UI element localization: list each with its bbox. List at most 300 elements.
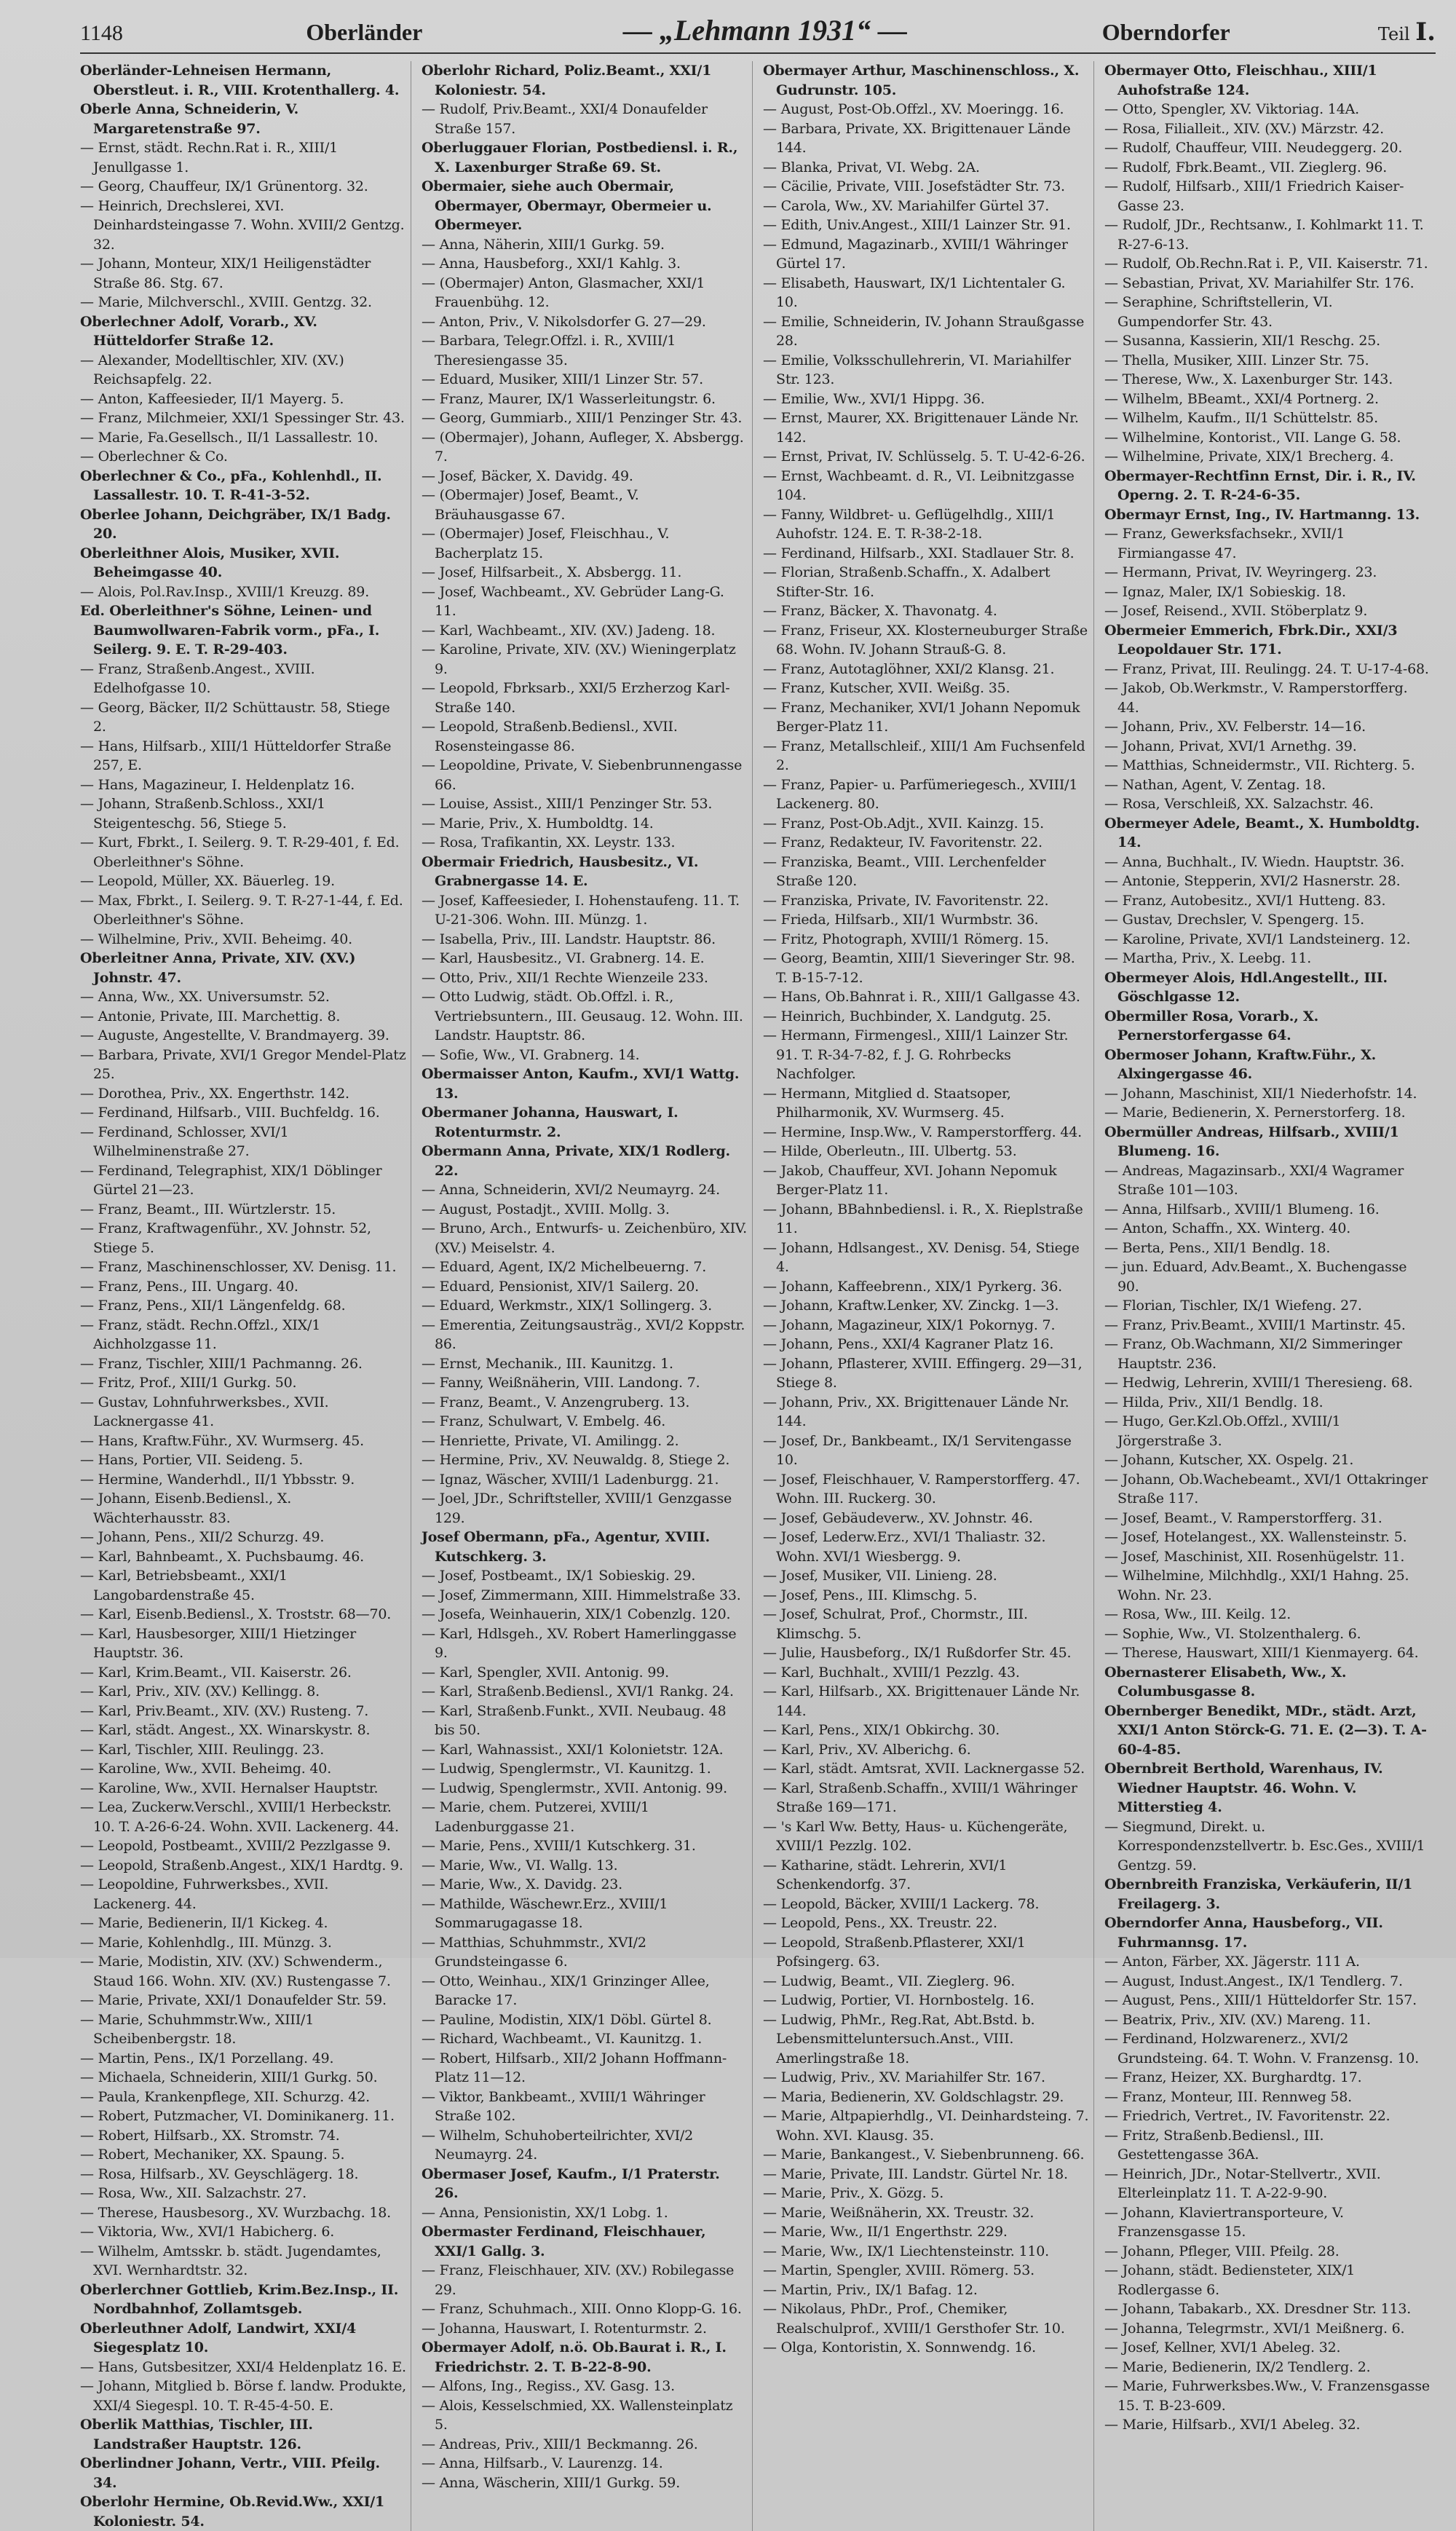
directory-entry: — Lea, Zuckerw.Verschl., XVIII/1 Herbeckstr. 10. T. A-26-6-24. Wohn. XVII. Lackenerg. 44. (80, 1798, 406, 1836)
directory-entry: — Richard, Wachbeamt., VI. Kaunitzg. 1. (422, 2029, 748, 2049)
directory-entry: — Josefa, Weinhauerin, XIX/1 Cobenzlg. 120. (422, 1605, 748, 1624)
directory-entry: — Johann, Hdlsangest., XV. Denisg. 54, Stiege 4. (763, 1239, 1089, 1277)
directory-heading-entry: Josef Obermann, pFa., Agentur, XVIII. Kutschkerg. 3. (422, 1529, 711, 1565)
directory-entry: — Karl, Wahnassist., XXI/1 Kolonietstr. 12A. (422, 1740, 748, 1760)
directory-entry: — Siegmund, Direkt. u. Korrespondenzstellvertr. b. Esc.Ges., XVIII/1 Gentzg. 59. (1104, 1817, 1431, 1876)
directory-entry: — Kurt, Fbrkt., I. Seilerg. 9. T. R-29-401, f. Ed. Oberleithner's Söhne. (80, 833, 406, 872)
directory-entry: — Ludwig, Spenglermstr., XVII. Antonig. 99. (422, 1779, 748, 1798)
directory-entry: — Ignaz, Maler, IX/1 Sobieskig. 18. (1104, 583, 1431, 602)
directory-entry: — Franz, Friseur, XX. Klosterneuburger Straße 68. Wohn. IV. Johann Strauß-G. 8. (763, 621, 1089, 660)
directory-entry: — Alexander, Modelltischler, XIV. (XV.) Reichsapfelg. 22. (80, 351, 406, 390)
directory-entry: — Josef, Dr., Bankbeamt., IX/1 Servitengasse 10. (763, 1432, 1089, 1470)
directory-entry: — Marie, chem. Putzerei, XVIII/1 Ladenburggasse 21. (422, 1798, 748, 1836)
directory-entry: — Antonie, Stepperin, XVI/2 Hasnerstr. 28. (1104, 872, 1431, 891)
directory-entry: — 's Karl Ww. Betty, Haus- u. Küchengeräte, XVIII/1 Pezzlg. 102. (763, 1817, 1089, 1856)
directory-entry: — (Obermajer) Josef, Beamt., V. Bräuhausgasse 67. (422, 486, 748, 524)
directory-entry: — Johann, Priv., XX. Brigittenauer Lände Nr. 144. (763, 1393, 1089, 1432)
directory-entry: — Karoline, Ww., XVII. Beheimg. 40. (80, 1759, 406, 1779)
directory-entry: — Franz, Schuhmach., XIII. Onno Klopp-G. 16. (422, 2299, 748, 2319)
directory-entry: — Josef, Lederw.Erz., XVI/1 Thaliastr. 32. Wohn. XVI/1 Wiesbergg. 9. (763, 1528, 1089, 1566)
directory-entry: — Heinrich, Drechslerei, XVI. Deinhardsteingasse 7. Wohn. XVIII/2 Gentzg. 32. (80, 197, 406, 255)
directory-heading-entry: Oberlee Johann, Deichgräber, IX/1 Badg. 20. (80, 506, 391, 542)
directory-entry: — Marie, Priv., X. Humboldtg. 14. (422, 814, 748, 834)
directory-entry: — Marie, Hilfsarb., XVI/1 Abeleg. 32. (1104, 2415, 1431, 2435)
directory-entry: — Fanny, Wildbret- u. Geflügelhdlg., XIII/1 Auhofstr. 124. E. T. R-38-2-18. (763, 505, 1089, 544)
directory-entry: — Hans, Kraftw.Führ., XV. Wurmserg. 45. (80, 1432, 406, 1451)
directory-heading-entry: Oberlechner Adolf, Vorarb., XV. Hütteldorfer Straße 12. (80, 313, 317, 349)
directory-entry: — Alfons, Ing., Regiss., XV. Gasg. 13. (422, 2377, 748, 2396)
directory-entry: — Johann, Kraftw.Lenker, XV. Zinckg. 1—3. (763, 1296, 1089, 1316)
directory-entry: — Franz, Autotaglöhner, XXI/2 Klansg. 21. (763, 660, 1089, 679)
directory-entry: — Josef, Beamt., V. Ramperstorfferg. 31. (1104, 1509, 1431, 1528)
directory-entry: — Elisabeth, Hauswart, IX/1 Lichtentaler G. 10. (763, 274, 1089, 312)
directory-entry: — Johann, Pflasterer, XVIII. Effingerg. 29—31, Stiege 8. (763, 1354, 1089, 1393)
directory-entry: — Beatrix, Priv., XIV. (XV.) Mareng. 11. (1104, 2010, 1431, 2030)
directory-entry: — Marie, Pens., XVIII/1 Kutschkerg. 31. (422, 1836, 748, 1856)
directory-entry: — Karl, Buchhalt., XVIII/1 Pezzlg. 43. (763, 1663, 1089, 1683)
directory-entry: — Marie, Ww., IX/1 Liechtensteinstr. 110. (763, 2242, 1089, 2262)
directory-entry: — Wilhelm, Kaufm., II/1 Schüttelstr. 85. (1104, 408, 1431, 428)
directory-heading-entry: Obernberger Benedikt, MDr., städt. Arzt, XXI/1 Anton Störck-G. 71. E. (2—3). T. A-60-4-85. (1104, 1702, 1427, 1758)
directory-entry: — Robert, Mechaniker, XX. Spaung. 5. (80, 2145, 406, 2165)
directory-heading-entry: Obermaser Josef, Kaufm., I/1 Praterstr. 26. (422, 2165, 720, 2201)
directory-entry: — Franz, Ob.Wachmann, XI/2 Simmeringer Hauptstr. 236. (1104, 1335, 1431, 1373)
directory-entry: — Emerentia, Zeitungsausträg., XVI/2 Koppstr. 86. (422, 1316, 748, 1354)
directory-heading-entry: Oberlohr Richard, Poliz.Beamt., XXI/1 Koloniestr. 54. (422, 63, 712, 98)
header-right-title: Oberndorfer (1101, 19, 1230, 45)
directory-heading-entry: Obermaisser Anton, Kaufm., XVI/1 Wattg. 13. (422, 1066, 740, 1102)
directory-entry: — Franz, Metallschleif., XIII/1 Am Fuchsenfeld 2. (763, 737, 1089, 775)
directory-entry: — Edmund, Magazinarb., XVIII/1 Währinger Gürtel 17. (763, 235, 1089, 274)
directory-entry: — Anna, Wäscherin, XIII/1 Gurkg. 59. (422, 2473, 748, 2493)
directory-heading-entry: Obermüller Andreas, Hilfsarb., XVIII/1 Blumeng. 16. (1104, 1124, 1399, 1159)
directory-entry: — Josef, Fleischhauer, V. Ramperstorfferg. 47. Wohn. III. Ruckerg. 30. (763, 1470, 1089, 1509)
directory-entry: — Friedrich, Vertret., IV. Favoritenstr. 22. (1104, 2106, 1431, 2126)
directory-heading-entry: Obermayr Ernst, Ing., IV. Hartmanng. 13. (1104, 506, 1420, 523)
directory-entry: — Robert, Hilfsarb., XII/2 Johann Hoffmann-Platz 11—12. (422, 2049, 748, 2088)
directory-entry: — Ludwig, Spenglermstr., VI. Kaunitzg. 1. (422, 1759, 748, 1779)
directory-entry: — Rosa, Ww., III. Keilg. 12. (1104, 1605, 1431, 1624)
directory-entry: — Josef, Reisend., XVII. Stöberplatz 9. (1104, 601, 1431, 621)
directory-entry: — Franz, Pens., XII/1 Längenfeldg. 68. (80, 1296, 406, 1316)
directory-entry: — Karl, Tischler, XIII. Reulingg. 23. (80, 1740, 406, 1760)
header-part (1348, 17, 1436, 47)
directory-entry: — Franz, Papier- u. Parfümeriegesch., XVIII/1 Lackenerg. 80. (763, 775, 1089, 814)
directory-entry: — Karl, Priv., XV. Alberichg. 6. (763, 1740, 1089, 1760)
directory-entry: — Hilde, Oberleutn., III. Ulbertg. 53. (763, 1142, 1089, 1161)
directory-entry: — Karl, Betriebsbeamt., XXI/1 Langobardenstraße 45. (80, 1566, 406, 1605)
directory-entry: — Johann, städt. Bediensteter, XIX/1 Rodlergasse 6. (1104, 2261, 1431, 2299)
directory-entry: — Johann, Kaffeebrenn., XIX/1 Pyrkerg. 36. (763, 1277, 1089, 1297)
directory-entry: — August, Indust.Angest., IX/1 Tendlerg. 7. (1104, 1972, 1431, 1991)
directory-entry: — Max, Fbrkt., I. Seilerg. 9. T. R-27-1-44, f. Ed. Oberleithner's Söhne. (80, 891, 406, 930)
directory-entry: — Ernst, Maurer, XX. Brigittenauer Lände Nr. 142. (763, 408, 1089, 447)
directory-entry: — Johann, Monteur, XIX/1 Heiligenstädter Straße 86. Stg. 67. (80, 254, 406, 293)
directory-entry: — Otto, Weinhau., XIX/1 Grinzinger Allee, Baracke 17. (422, 1972, 748, 2010)
directory-entry: — Johanna, Hauswart, I. Rotenturmstr. 2. (422, 2319, 748, 2339)
directory-entry: — Karl, Eisenb.Bediensl., X. Troststr. 68—70. (80, 1605, 406, 1624)
directory-entry: — Franz, Kraftwagenführ., XV. Johnstr. 52, Stiege 5. (80, 1219, 406, 1257)
directory-entry: — Marie, Fuhrwerksbes.Ww., V. Franzensgasse 15. T. B-23-609. (1104, 2377, 1431, 2415)
directory-entry: — Jakob, Ob.Werkmstr., V. Ramperstorfferg. 44. (1104, 679, 1431, 717)
directory-entry: — Otto, Priv., XII/1 Rechte Wienzeile 233. (422, 968, 748, 988)
directory-entry: — Karl, Straßenb.Bediensl., XVI/1 Rankg. 24. (422, 1682, 748, 1702)
directory-entry: — Leopoldine, Private, V. Siebenbrunnengasse 66. (422, 756, 748, 794)
directory-entry: — Henriette, Private, VI. Amilingg. 2. (422, 1432, 748, 1451)
directory-entry: — Ferdinand, Schlosser, XVI/1 Wilhelminenstraße 27. (80, 1123, 406, 1161)
directory-entry: — Leopold, Straßenb.Bediensl., XVII. Rosensteingasse 86. (422, 717, 748, 756)
directory-entry: — Fanny, Weißnäherin, VIII. Landong. 7. (422, 1373, 748, 1393)
directory-entry: — Hilda, Priv., XII/1 Bendlg. 18. (1104, 1393, 1431, 1413)
directory-entry: — Hans, Gutsbesitzer, XXI/4 Heldenplatz 16. E. (80, 2358, 406, 2377)
directory-entry: — Andreas, Magazinsarb., XXI/4 Wagramer Straße 101—103. (1104, 1161, 1431, 1200)
directory-entry: — Katharine, städt. Lehrerin, XVI/1 Schenkendorfg. 37. (763, 1856, 1089, 1895)
directory-entry: — Fritz, Photograph, XVIII/1 Römerg. 15. (763, 930, 1089, 949)
directory-entry: — Matthias, Schuhmmstr., XVI/2 Grundsteingasse 6. (422, 1933, 748, 1972)
directory-entry: — Rudolf, Fbrk.Beamt., VII. Zieglerg. 96. (1104, 158, 1431, 178)
directory-entry: — Franz, Kutscher, XVII. Weißg. 35. (763, 679, 1089, 698)
directory-heading-entry: Obermeyer Adele, Beamt., X. Humboldtg. 14. (1104, 815, 1420, 850)
directory-entry: — Ignaz, Wäscher, XVIII/1 Ladenburgg. 21. (422, 1470, 748, 1490)
directory-entry: — Marie, Ww., VI. Wallg. 13. (422, 1856, 748, 1876)
directory-entry: — Johann, Pens., XXI/4 Kagraner Platz 16. (763, 1335, 1089, 1354)
directory-entry: — Paula, Krankenpflege, XII. Schurzg. 42. (80, 2088, 406, 2107)
directory-entry: — Marie, Fa.Gesellsch., II/1 Lassallestr. 10. (80, 428, 406, 448)
directory-entry: — Barbara, Private, XVI/1 Gregor Mendel-Platz 25. (80, 1046, 406, 1084)
directory-entry: — Mathilde, Wäschewr.Erz., XVIII/1 Sommarugagasse 18. (422, 1895, 748, 1933)
directory-entry: — Johann, Mitglied b. Börse f. landw. Produkte, XXI/4 Siegespl. 10. T. R-45-4-50. E. (80, 2377, 406, 2415)
directory-entry: — Oberlechner & Co. (80, 447, 406, 467)
directory-entry: — Leopold, Postbeamt., XVIII/2 Pezzlgasse 9. (80, 1836, 406, 1856)
directory-entry: — Leopold, Müller, XX. Bäuerleg. 19. (80, 872, 406, 891)
directory-entry: — Thella, Musiker, XIII. Linzer Str. 75. (1104, 351, 1431, 371)
directory-entry: — Marie, Kohlenhdlg., III. Münzg. 3. (80, 1933, 406, 1953)
directory-entry: — Karl, städt. Amtsrat, XVII. Lacknergasse 52. (763, 1759, 1089, 1779)
directory-entry: — Viktoria, Ww., XVI/1 Habicherg. 6. (80, 2222, 406, 2242)
directory-entry: — Wilhelmine, Kontorist., VII. Lange G. 58. (1104, 428, 1431, 448)
directory-entry: — Marie, Ww., II/1 Engerthstr. 229. (763, 2222, 1089, 2242)
directory-entry: — Ludwig, PhMr., Reg.Rat, Abt.Bstd. b. Lebensmitteluntersuch.Anst., VIII. Amerlingstraße 18. (763, 2010, 1089, 2069)
directory-entry: — Franz, Fleischhauer, XIV. (XV.) Robilegasse 29. (422, 2261, 748, 2299)
directory-heading-entry: Obermiller Rosa, Vorarb., X. Pernerstorfergasse 64. (1104, 1008, 1318, 1043)
directory-entry: — Josef, Wachbeamt., XV. Gebrüder Lang-G. 11. (422, 583, 748, 621)
directory-entry: — Carola, Ww., XV. Mariahilfer Gürtel 37. (763, 197, 1089, 216)
directory-entry: — Marie, Schuhmmstr.Ww., XIII/1 Scheibenbergstr. 18. (80, 2010, 406, 2049)
directory-heading-entry: Oberleuthner Adolf, Landwirt, XXI/4 Siegesplatz 10. (80, 2320, 356, 2356)
directory-entry: — Florian, Tischler, IX/1 Wiefeng. 27. (1104, 1296, 1431, 1316)
directory-entry: — Ernst, Mechanik., III. Kaunitzg. 1. (422, 1354, 748, 1374)
directory-heading-entry: Obernasterer Elisabeth, Ww., X. Columbusgasse 8. (1104, 1664, 1347, 1699)
directory-heading-entry: Oberlindner Johann, Vertr., VIII. Pfeilg. 34. (80, 2455, 380, 2491)
directory-entry: — Georg, Bäcker, II/2 Schüttaustr. 58, Stiege 2. (80, 698, 406, 737)
directory-entry: — Otto Ludwig, städt. Ob.Offzl. i. R., Vertriebsuntern., III. Geusaug. 12. Wohn. III. Landstr. Hauptstr. 86. (422, 987, 748, 1046)
directory-entry: — Karoline, Private, XIV. (XV.) Wieningerplatz 9. (422, 640, 748, 679)
directory-entry: — Marie, Private, XXI/1 Donaufelder Str. 59. (80, 1991, 406, 2010)
directory-entry: — Johann, Pfleger, VIII. Pfeilg. 28. (1104, 2242, 1431, 2262)
directory-heading-entry: Obernbreith Franziska, Verkäuferin, II/1 Freilagerg. 3. (1104, 1876, 1413, 1912)
directory-entry: — Anton, Priv., V. Nikolsdorfer G. 27—29. (422, 312, 748, 332)
directory-entry: — Karl, Priv.Beamt., XIV. (XV.) Rusteng. 7. (80, 1702, 406, 1721)
directory-heading-entry: Obermeyer Alois, Hdl.Angestellt., III. Göschlgasse 12. (1104, 969, 1388, 1005)
directory-entry: — Josef, Zimmermann, XIII. Himmelstraße 33. (422, 1586, 748, 1606)
directory-entry: — August, Postadjt., XVIII. Mollg. 3. (422, 1200, 748, 1220)
directory-entry: — Rudolf, JDr., Rechtsanw., I. Kohlmarkt 11. T. R-27-6-13. (1104, 216, 1431, 254)
directory-entry: — Eduard, Pensionist, XIV/1 Sailerg. 20. (422, 1277, 748, 1297)
directory-entry: — Emilie, Volksschullehrerin, VI. Mariahilfer Str. 123. (763, 351, 1089, 390)
directory-entry: — Bruno, Arch., Entwurfs- u. Zeichenbüro, XIV. (XV.) Meiselstr. 4. (422, 1219, 748, 1257)
directory-entry: — Otto, Spengler, XV. Viktoriag. 14A. (1104, 100, 1431, 119)
directory-entry: — Therese, Hausbesorg., XV. Wurzbachg. 18. (80, 2203, 406, 2223)
directory-entry: — Hedwig, Lehrerin, XVIII/1 Theresieng. 68. (1104, 1373, 1431, 1393)
directory-entry: — Eduard, Werkmstr., XIX/1 Sollingerg. 3. (422, 1296, 748, 1316)
directory-entry: — Matthias, Schneidermstr., VII. Richterg. 5. (1104, 756, 1431, 775)
directory-entry: — Pauline, Modistin, XIX/1 Döbl. Gürtel 8. (422, 2010, 748, 2030)
directory-entry: — Ludwig, Portier, VI. Hornbostelg. 16. (763, 1991, 1089, 2010)
directory-entry: — Franz, Pens., III. Ungarg. 40. (80, 1277, 406, 1297)
directory-entry: — Robert, Hilfsarb., XX. Stromstr. 74. (80, 2126, 406, 2146)
directory-entry: — Josef, Kaffeesieder, I. Hohenstaufeng. 11. T. U-21-306. Wohn. III. Münzg. 1. (422, 891, 748, 930)
directory-entry: — Franz, Redakteur, IV. Favoritenstr. 22. (763, 833, 1089, 853)
directory-entry: — Anna, Näherin, XIII/1 Gurkg. 59. (422, 235, 748, 255)
directory-entry: — Hermann, Privat, IV. Weyringerg. 23. (1104, 563, 1431, 583)
directory-entry: — August, Pens., XIII/1 Hütteldorfer Str. 157. (1104, 1991, 1431, 2010)
directory-entry: — Anna, Pensionistin, XX/1 Lobg. 1. (422, 2203, 748, 2223)
directory-heading-entry: Obermayer Adolf, n.ö. Ob.Baurat i. R., I. Friedrichstr. 2. T. B-22-8-90. (422, 2340, 727, 2375)
directory-heading-entry: Oberlik Matthias, Tischler, III. Landstraßer Hauptstr. 126. (80, 2417, 313, 2452)
directory-heading-entry: Obermeier Emmerich, Fbrk.Dir., XXI/3 Leopoldauer Str. 171. (1104, 622, 1398, 658)
directory-entry: — Karl, Hilfsarb., XX. Brigittenauer Lände Nr. 144. (763, 1682, 1089, 1721)
directory-entry: — Hans, Portier, VII. Seideng. 5. (80, 1450, 406, 1470)
directory-entry: — Ferdinand, Holzwarenerz., XVI/2 Grundsteing. 64. T. Wohn. V. Franzensg. 10. (1104, 2029, 1431, 2068)
directory-entry: — Frieda, Hilfsarb., XII/1 Wurmbstr. 36. (763, 910, 1089, 930)
directory-entry: — Rosa, Hilfsarb., XV. Geyschlägerg. 18. (80, 2165, 406, 2184)
directory-entry: — (Obermajer), Johann, Aufleger, X. Absbergg. 7. (422, 428, 748, 467)
directory-entry: — Josef, Schulrat, Prof., Chormstr., III. Klimschg. 5. (763, 1605, 1089, 1643)
directory-entry: — Johann, Magazineur, XIX/1 Pokornyg. 7. (763, 1316, 1089, 1335)
directory-heading-entry: Oberleithner Alois, Musiker, XVII. Beheimgasse 40. (80, 545, 340, 580)
directory-entry: — Michaela, Schneiderin, XIII/1 Gurkg. 50. (80, 2068, 406, 2088)
directory-column-4 (1104, 61, 1436, 2531)
directory-entry: — Karl, Hausbesitz., VI. Grabnerg. 14. E. (422, 949, 748, 968)
directory-heading-entry: Oberndorfer Anna, Hausbeforg., VII. Fuhrmannsg. 17. (1104, 1915, 1383, 1951)
directory-entry: — Franz, Beamt., III. Würtzlerstr. 15. (80, 1200, 406, 1220)
directory-entry: — Rudolf, Hilfsarb., XIII/1 Friedrich Kaiser-Gasse 23. (1104, 177, 1431, 216)
directory-entry: — Martin, Pens., IX/1 Porzellang. 49. (80, 2049, 406, 2069)
directory-entry: — Karl, Wachbeamt., XIV. (XV.) Jadeng. 18. (422, 621, 748, 641)
directory-entry: — Viktor, Bankbeamt., XVIII/1 Währinger Straße 102. (422, 2088, 748, 2126)
directory-entry: — Johanna, Telegrmstr., XVI/1 Meißnerg. 6. (1104, 2319, 1431, 2339)
directory-entry: — Leopold, Straßenb.Pflasterer, XXI/1 Pofsingerg. 63. (763, 1933, 1089, 1972)
directory-entry: — Franz, Priv.Beamt., XVIII/1 Martinstr. 45. (1104, 1316, 1431, 1335)
directory-entry: — Georg, Chauffeur, IX/1 Grünentorg. 32. (80, 177, 406, 197)
directory-entry: — Hermine, Wanderhdl., II/1 Ybbsstr. 9. (80, 1470, 406, 1490)
directory-entry: — Heinrich, Buchbinder, X. Landgutg. 25. (763, 1007, 1089, 1027)
directory-entry: — Hermine, Insp.Ww., V. Ramperstorfferg. 44. (763, 1123, 1089, 1142)
directory-entry: — Rosa, Verschleiß, XX. Salzachstr. 46. (1104, 794, 1431, 814)
directory-entry: — Johann, Eisenb.Bediensl., X. Wächterhausstr. 83. (80, 1489, 406, 1528)
directory-entry: — Leopold, Straßenb.Angest., XIX/1 Hardtg. 9. (80, 1856, 406, 1876)
directory-entry: — Georg, Beamtin, XIII/1 Sieveringer Str. 98. T. B-15-7-12. (763, 949, 1089, 987)
directory-heading-entry: Obermaier, siehe auch Obermair, Obermayer, Obermayr, Obermeier u. Obermeyer. (422, 178, 712, 233)
directory-entry: — Leopold, Bäcker, XVIII/1 Lackerg. 78. (763, 1895, 1089, 1914)
directory-entry: — Marie, Altpapierhdlg., VI. Deinhardsteing. 7. Wohn. XVI. Klausg. 35. (763, 2106, 1089, 2145)
directory-entry: — Franz, Beamt., V. Anzengruberg. 13. (422, 1393, 748, 1413)
directory-entry: — Josef, Musiker, VII. Linieng. 28. (763, 1566, 1089, 1586)
directory-entry: — Franz, Straßenb.Angest., XVIII. Edelhofgasse 10. (80, 660, 406, 698)
directory-column-2 (422, 61, 753, 2531)
directory-entry: — August, Post-Ob.Offzl., XV. Moeringg. 16. (763, 100, 1089, 119)
directory-entry: — Karl, Straßenb.Funkt., XVII. Neubaug. 48 bis 50. (422, 1702, 748, 1740)
directory-entry: — Andreas, Priv., XIII/1 Beckmanng. 26. (422, 2435, 748, 2455)
directory-heading-entry: Obermayer Otto, Fleischhau., XIII/1 Auhofstraße 124. (1104, 63, 1377, 98)
part-number: I. (1415, 17, 1436, 47)
directory-entry: — Josef, Pens., III. Klimschg. 5. (763, 1586, 1089, 1606)
directory-entry: — Karl, Hdlsgeh., XV. Robert Hamerlinggasse 9. (422, 1624, 748, 1663)
directory-entry: — Karoline, Ww., XVII. Hernalser Hauptstr. (80, 1779, 406, 1798)
directory-entry: — Josef, Hilfsarbeit., X. Absbergg. 11. (422, 563, 748, 583)
directory-entry: — Franz, Maschinenschlosser, XV. Denisg. 11. (80, 1257, 406, 1277)
directory-entry: — Hermann, Mitglied d. Staatsoper, Philharmonik, XV. Wurmserg. 45. (763, 1084, 1089, 1123)
directory-entry: — Franz, Gewerksfachsekr., XVII/1 Firmiangasse 47. (1104, 524, 1431, 563)
directory-entry: — Wilhelmine, Priv., XVII. Beheimg. 40. (80, 930, 406, 949)
directory-entry: — Franz, Autobesitz., XVI/1 Hutteng. 83. (1104, 891, 1431, 911)
directory-entry: — Karl, Straßenb.Schaffn., XVIII/1 Währinger Straße 169—171. (763, 1779, 1089, 1817)
directory-entry: — Ernst, Wachbeamt. d. R., VI. Leibnitzgasse 104. (763, 467, 1089, 505)
page-number: 1148 (80, 21, 123, 45)
directory-entry: — Leopoldine, Fuhrwerksbes., XVII. Lackenerg. 44. (80, 1875, 406, 1914)
directory-entry: — Hugo, Ger.Kzl.Ob.Offzl., XVIII/1 Jörgerstraße 3. (1104, 1412, 1431, 1450)
directory-entry: — Barbara, Telegr.Offzl. i. R., XVIII/1 Theresiengasse 35. (422, 331, 748, 370)
directory-entry: — Karl, Priv., XIV. (XV.) Kellingg. 8. (80, 1682, 406, 1702)
directory-entry: — Franz, Bäcker, X. Thavonatg. 4. (763, 601, 1089, 621)
directory-entry: — Marie, Priv., X. Gözg. 5. (763, 2184, 1089, 2203)
directory-entry: — Franz, Heizer, XX. Burghardtg. 17. (1104, 2068, 1431, 2088)
directory-entry: — Barbara, Private, XX. Brigittenauer Lände 144. (763, 119, 1089, 158)
directory-entry: — Wilhelm, BBeamt., XXI/4 Portnerg. 2. (1104, 390, 1431, 409)
directory-entry: — Hermann, Firmengesl., XIII/1 Lainzer Str. 91. T. R-34-7-82, f. J. G. Rohrbecks Nachfolger. (763, 1026, 1089, 1084)
directory-entry: — Antonie, Private, III. Marchettig. 8. (80, 1007, 406, 1027)
directory-entry: — Rudolf, Priv.Beamt., XXI/4 Donaufelder Straße 157. (422, 100, 748, 138)
directory-entry: — Marie, Bedienerin, II/1 Kickeg. 4. (80, 1914, 406, 1933)
directory-entry: — Rudolf, Ob.Rechn.Rat i. P., VII. Kaiserstr. 71. (1104, 254, 1431, 274)
directory-entry: — Ludwig, Beamt., VII. Zieglerg. 96. (763, 1972, 1089, 1991)
directory-entry: — Wilhelmine, Private, XIX/1 Brecherg. 4. (1104, 447, 1431, 467)
directory-entry: — Ferdinand, Telegraphist, XIX/1 Döblinger Gürtel 21—23. (80, 1161, 406, 1200)
directory-entry: — Olga, Kontoristin, X. Sonnwendg. 16. (763, 2338, 1089, 2358)
directory-entry: — Karl, Pens., XIX/1 Obkirchg. 30. (763, 1721, 1089, 1740)
directory-heading-entry: Oberlechner & Co., pFa., Kohlenhdl., II. Lassallestr. 10. T. R-41-3-52. (80, 467, 382, 503)
directory-heading-entry: Obermoser Johann, Kraftw.Führ., X. Alxingergasse 46. (1104, 1046, 1377, 1082)
directory-entry: — Hermine, Priv., XV. Neuwaldg. 8, Stiege 2. (422, 1450, 748, 1470)
directory-entry: — Hans, Ob.Bahnrat i. R., XIII/1 Gallgasse 43. (763, 987, 1089, 1007)
directory-entry: — Johann, Straßenb.Schloss., XXI/1 Steigenteschg. 56, Stiege 5. (80, 794, 406, 833)
directory-entry: — Martin, Spengler, XVIII. Römerg. 53. (763, 2261, 1089, 2281)
directory-entry: — Anna, Buchhalt., IV. Wiedn. Hauptstr. 36. (1104, 853, 1431, 872)
directory-entry: — Johann, BBahnbediensl. i. R., X. Rieplstraße 11. (763, 1200, 1089, 1239)
directory-entry: — Marie, Bedienerin, IX/2 Tendlerg. 2. (1104, 2358, 1431, 2377)
directory-entry: — Heinrich, JDr., Notar-Stellvertr., XVII. Elterleinplatz 11. T. A-22-9-90. (1104, 2165, 1431, 2203)
directory-entry: — Marie, Ww., X. Davidg. 23. (422, 1875, 748, 1895)
directory-heading-entry: Obermaner Johanna, Hauswart, I. Rotenturmstr. 2. (422, 1105, 678, 1140)
directory-entry: — Fritz, Straßenb.Bediensl., III. Gestettengasse 36A. (1104, 2126, 1431, 2165)
directory-entry: — Johann, Maschinist, XII/1 Niederhofstr. 14. (1104, 1084, 1431, 1104)
directory-entry: — Anton, Färber, XX. Jägerstr. 111 A. (1104, 1952, 1431, 1972)
header-left-title: Oberländer (306, 19, 423, 45)
directory-entry: — Ludwig, Priv., XV. Mariahilfer Str. 167. (763, 2068, 1089, 2088)
directory-entry: — Marie, Private, III. Landstr. Gürtel Nr. 18. (763, 2165, 1089, 2184)
directory-heading-entry: Oberluggauer Florian, Postbediensl. i. R., X. Laxenburger Straße 69. St. (422, 140, 738, 175)
directory-entry: — Johann, Kutscher, XX. Ospelg. 21. (1104, 1450, 1431, 1470)
directory-entry: — Franz, Schulwart, V. Embelg. 46. (422, 1412, 748, 1432)
directory-entry: — Josef, Kellner, XVI/1 Abeleg. 32. (1104, 2338, 1431, 2358)
directory-entry: — Emilie, Schneiderin, IV. Johann Straußgasse 28. (763, 312, 1089, 351)
directory-entry: — Auguste, Angestellte, V. Brandmayerg. 39. (80, 1026, 406, 1046)
directory-entry: — Johann, Tabakarb., XX. Dresdner Str. 113. (1104, 2299, 1431, 2319)
directory-entry: — Franziska, Beamt., VIII. Lerchenfelder Straße 120. (763, 853, 1089, 891)
directory-entry: — Franz, Privat, III. Reulingg. 24. T. U-17-4-68. (1104, 660, 1431, 679)
directory-entry: — Nathan, Agent, V. Zentag. 18. (1104, 775, 1431, 795)
directory-entry: — Emilie, Ww., XVI/1 Hippg. 36. (763, 390, 1089, 409)
directory-entry: — Martin, Priv., IX/1 Bafag. 12. (763, 2281, 1089, 2300)
directory-entry: — Karl, Bahnbeamt., X. Puchsbaumg. 46. (80, 1547, 406, 1567)
directory-entry: — Franz, Maurer, IX/1 Wasserleitungstr. 6. (422, 390, 748, 409)
directory-entry: — Anna, Hausbeforg., XXI/1 Kahlg. 3. (422, 254, 748, 274)
directory-entry: — Anna, Hilfsarb., XVIII/1 Blumeng. 16. (1104, 1200, 1431, 1220)
directory-entry: — Marie, Milchverschl., XVIII. Gentzg. 32. (80, 293, 406, 312)
directory-entry: — Robert, Putzmacher, VI. Dominikanerg. 11. (80, 2106, 406, 2126)
directory-entry: — Franziska, Private, IV. Favoritenstr. 22. (763, 891, 1089, 911)
directory-entry: — Nikolaus, PhDr., Prof., Chemiker, Realschulprof., XVIII/1 Gersthofer Str. 10. (763, 2299, 1089, 2338)
directory-entry: — Berta, Pens., XII/1 Bendlg. 18. (1104, 1239, 1431, 1258)
directory-entry: — Wilhelmine, Milchhdlg., XXI/1 Hahng. 25. Wohn. Nr. 23. (1104, 1566, 1431, 1605)
directory-entry: — Anna, Hilfsarb., V. Laurenzg. 14. (422, 2454, 748, 2473)
directory-heading-entry: Obermair Friedrich, Hausbesitz., VI. Grabnergasse 14. E. (422, 853, 699, 889)
directory-heading-entry: Oberlohr Hermine, Ob.Revid.Ww., XXI/1 Koloniestr. 54. (80, 2494, 385, 2530)
directory-entry: — Franz, Monteur, III. Rennweg 58. (1104, 2088, 1431, 2107)
directory-entry: — Franz, städt. Rechn.Offzl., XIX/1 Aichholzgasse 11. (80, 1316, 406, 1354)
directory-column-3 (763, 61, 1094, 2531)
directory-entry: — Fritz, Prof., XIII/1 Gurkg. 50. (80, 1373, 406, 1393)
directory-entry: — Anna, Ww., XX. Universumstr. 52. (80, 987, 406, 1007)
directory-entry: — Anton, Schaffn., XX. Winterg. 40. (1104, 1219, 1431, 1239)
directory-entry: — Maria, Bedienerin, XV. Goldschlagstr. 29. (763, 2088, 1089, 2107)
directory-entry: — Rosa, Filialleit., XIV. (XV.) Märzstr. 42. (1104, 119, 1431, 139)
directory-entry: — Franz, Milchmeier, XXI/1 Spessinger Str. 43. (80, 408, 406, 428)
directory-entry: — Josef, Maschinist, XII. Rosenhügelstr. 11. (1104, 1547, 1431, 1567)
directory-entry: — Cäcilie, Private, VIII. Josefstädter Str. 73. (763, 177, 1089, 197)
directory-entry: — (Obermajer) Anton, Glasmacher, XXI/1 Frauenbühg. 12. (422, 274, 748, 312)
directory-entry: — Eduard, Musiker, XIII/1 Linzer Str. 57. (422, 370, 748, 390)
directory-entry: — Sophie, Ww., VI. Stolzenthalerg. 6. (1104, 1624, 1431, 1644)
directory-columns (80, 61, 1436, 2530)
directory-entry: — Josef, Postbeamt., IX/1 Sobieskig. 29. (422, 1566, 748, 1586)
directory-entry: — Louise, Assist., XIII/1 Penzinger Str. 53. (422, 794, 748, 814)
directory-entry: — Marie, Modistin, XIV. (XV.) Schwenderm., Staud 166. Wohn. XIV. (XV.) Rustengasse 7. (80, 1952, 406, 1991)
directory-entry: — Josef, Bäcker, X. Davidg. 49. (422, 467, 748, 486)
header-center-title: — „Lehmann 1931“ — (622, 14, 908, 47)
directory-entry: — Johann, Ob.Wachebeamt., XVI/1 Ottakringer Straße 117. (1104, 1470, 1431, 1509)
directory-entry: — Ferdinand, Hilfsarb., XXI. Stadlauer Str. 8. (763, 544, 1089, 564)
directory-heading-entry: Obernbreit Berthold, Warenhaus, IV. Wiedner Hauptstr. 46. Wohn. V. Mitterstieg 4. (1104, 1761, 1383, 1815)
directory-entry: — Franz, Tischler, XIII/1 Pachmanng. 26. (80, 1354, 406, 1374)
directory-entry: — (Obermajer) Josef, Fleischhau., V. Bacherplatz 15. (422, 524, 748, 563)
directory-entry: — Gustav, Drechsler, V. Spengerg. 15. (1104, 910, 1431, 930)
directory-heading-entry: Oberle Anna, Schneiderin, V. Margaretenstraße 97. (80, 101, 299, 137)
directory-entry: — Franz, Mechaniker, XVI/1 Johann Nepomuk Berger-Platz 11. (763, 698, 1089, 737)
directory-entry: — Anna, Schneiderin, XVI/2 Neumayrg. 24. (422, 1180, 748, 1200)
directory-entry: — Alois, Pol.Rav.Insp., XVIII/1 Kreuzg. 89. (80, 583, 406, 602)
directory-entry: — Therese, Hauswart, XIII/1 Kienmayerg. 64. (1104, 1643, 1431, 1663)
